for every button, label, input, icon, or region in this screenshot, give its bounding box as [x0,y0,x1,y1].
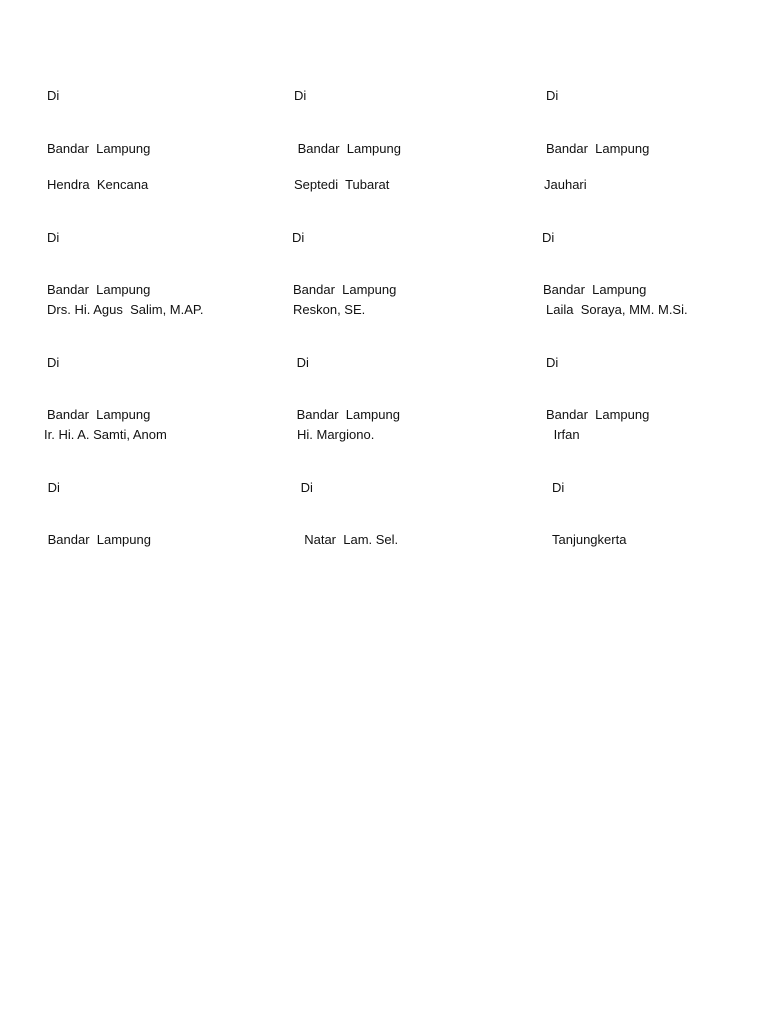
label-line: Drs. Hi. Agus Salim, M.AP. [47,302,204,317]
label-line: Irfan [550,427,580,442]
label-line: Di [294,88,307,103]
label-line: Di [292,229,305,245]
label-line: Di [44,479,60,495]
label-line: Di [546,88,559,103]
label-line: Laila Soraya, MM. M.Si. [546,302,688,317]
label-line: Di [47,88,60,103]
label-line: Bandar Lampung [47,407,151,422]
label-line: Jauhari [544,177,587,192]
label-line: Di [542,229,555,245]
label-line: Bandar Lampung [294,140,401,156]
label-line: Bandar Lampung [293,407,400,422]
label-line: Ir. Hi. A. Samti, Anom [44,427,167,442]
label-line: Reskon, SE. [293,302,366,317]
label-line: Hendra Kencana [47,177,149,192]
label-line: Bandar Lampung [293,282,397,297]
address-label-12 [550,391,626,584]
label-line: Bandar Lampung [543,282,647,297]
address-label-11 [297,391,398,584]
label-line: Di [552,479,565,495]
label-line: Bandar Lampung [546,407,650,422]
label-line: Bandar Lampung [546,140,650,156]
label-line: Natar Lam. Sel. [297,532,399,547]
label-line: Septedi Tubarat [294,177,390,192]
label-line: Bandar Lampung [44,532,151,547]
label-line: Hi. Margiono. [297,427,375,442]
label-line: Di [47,354,60,370]
label-line: Di [546,354,559,370]
label-line: Bandar Lampung [47,282,151,297]
label-line: Bandar Lampung [47,140,151,156]
label-line: Tanjungkerta [552,532,627,547]
address-label-10 [44,391,167,584]
label-line: Di [47,229,60,245]
label-line: Di [293,354,309,370]
label-line: Di [297,479,313,495]
